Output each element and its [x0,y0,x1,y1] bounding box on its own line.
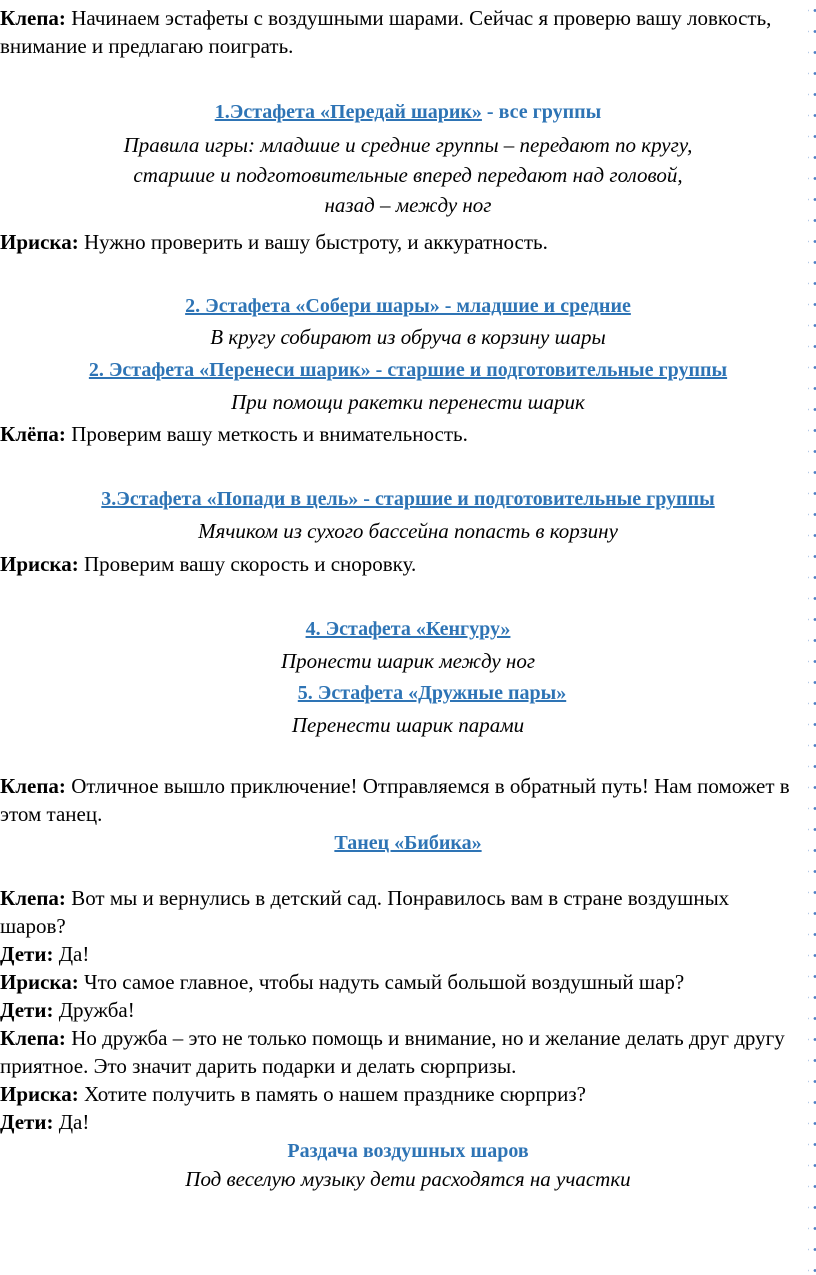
heading-title: 2. Эстафета «Собери шары» - младшие и средние [185,295,631,317]
dialogue-line [0,4,805,60]
dialogue-text: Проверим вашу меткость и внимательность. [65,422,468,446]
relay-description: Пронести шарик между ног [280,649,536,673]
dialogue-text: Отличное вышло приключение! Отправляемся в обратный путь! Нам поможет в этом танец. [0,774,790,826]
heading-title: Танец «Бибика» [334,832,482,854]
dialogue-line [0,940,89,968]
speaker-name: Ириска: [0,1082,79,1106]
relay-description: При помощи ракетки перенести шарик [231,390,585,414]
relay-heading-1 [0,97,816,127]
dialogue-text: Что самое главное, чтобы надуть самый большой воздушный шар? [78,970,685,994]
dialogue-line [0,420,468,448]
dance-heading [0,828,816,858]
heading-groups: - все группы [481,101,602,123]
relay-heading-4 [0,614,816,644]
dialogue-line [0,228,548,256]
heading-title: 1.Эстафета «Передай шарик» [214,101,482,123]
relay-heading-5 [24,678,816,708]
heading-title: 2. Эстафета «Перенеси шарик» - старшие и подготовительные группы [88,359,728,381]
relay-heading-2b [0,355,816,385]
heading-title: 3.Эстафета «Попади в цель» - старшие и подготовительные группы [101,488,715,510]
dialogue-line [0,884,780,940]
dialogue-text: Но дружба – это не только помощь и внимание, но и желание делать друг другу приятное. Это значит дарить подарки и делать сюрпризы. [0,1026,785,1078]
speaker-name: Клепа: [0,774,66,798]
speaker-name: Дети: [0,942,54,966]
balloon-distribution-heading: Раздача воздушных шаров [287,1140,529,1162]
dialogue-text: Хотите получить в память о нашем празднике сюрприз? [78,1082,586,1106]
rules-line: старшие и подготовительные вперед передают над головой, [133,163,683,187]
dialogue-text: Вот мы и вернулись в детский сад. Понравилось вам в стране воздушных шаров? [0,886,730,938]
relay-description: Перенести шарик парами [291,713,525,737]
dialogue-line [0,968,812,996]
rules-line: назад – между ног [324,193,492,217]
rules-line: Правила игры: младшие и средние группы – передают по кругу, [123,133,693,157]
game-rules [0,130,816,220]
speaker-name: Клёпа: [0,422,66,446]
relay-description: Мячиком из сухого бассейна попасть в корзину [198,519,618,543]
speaker-name: Ириска: [0,970,79,994]
relay-description: В кругу собирают из обруча в корзину шары [210,325,606,349]
dialogue-line [0,1080,586,1108]
heading-title: 5. Эстафета «Дружные пары» [297,682,567,704]
dialogue-line [0,996,135,1024]
page-border-decoration [808,0,816,1275]
relay-heading-3 [0,484,816,514]
dialogue-line [0,1108,89,1136]
speaker-name: Дети: [0,1110,54,1134]
dialogue-text: Дружба! [53,998,135,1022]
dialogue-line [0,772,810,828]
speaker-name: Клепа: [0,886,66,910]
speaker-name: Клепа: [0,1026,66,1050]
relay-heading-2a [0,291,816,321]
speaker-name: Ириска: [0,230,79,254]
dialogue-text: Начинаем эстафеты с воздушными шарами. Сейчас я проверю вашу ловкость, внимание и предлагаю поиграть. [0,6,772,58]
dialogue-text: Нужно проверить и вашу быстроту, и аккуратность. [78,230,548,254]
closing-stage-direction: Под веселую музыку дети расходятся на участки [185,1167,631,1191]
dialogue-text: Да! [53,942,90,966]
dialogue-text: Проверим вашу скорость и сноровку. [78,552,417,576]
speaker-name: Ириска: [0,552,79,576]
speaker-name: Дети: [0,998,54,1022]
dialogue-text: Да! [53,1110,90,1134]
heading-title: 4. Эстафета «Кенгуру» [305,618,511,640]
dialogue-line [0,550,416,578]
speaker-name: Клепа: [0,6,66,30]
dialogue-line [0,1024,806,1080]
